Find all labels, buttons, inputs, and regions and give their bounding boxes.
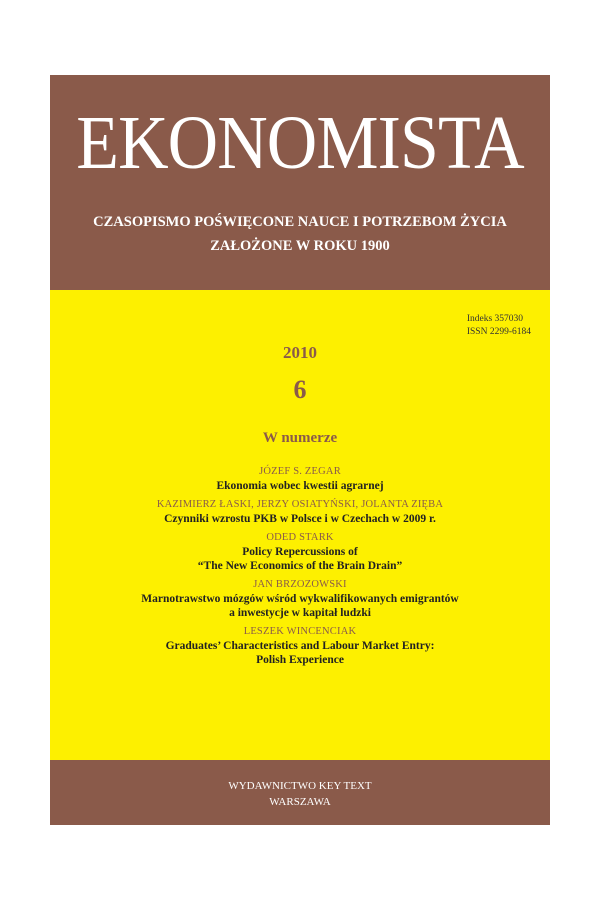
article-title: Ekonomia wobec kwestii agrarnej <box>216 480 384 492</box>
article-entry <box>50 531 550 573</box>
article-entry <box>50 578 550 620</box>
publisher-city: WARSZAWA <box>269 796 331 808</box>
issue-year: 2010 <box>283 343 317 362</box>
article-author: KAZIMIERZ ŁASKI, JERZY OSIATYŃSKI, JOLANTA ZIĘBA <box>156 499 444 510</box>
journal-cover <box>50 75 550 825</box>
article-title: Polish Experience <box>256 654 344 666</box>
article-entry <box>50 498 550 526</box>
issue-number: 6 <box>293 375 307 404</box>
article-title: a inwestycje w kapitał ludzki <box>229 607 371 619</box>
journal-title: EKONOMISTA <box>76 101 524 185</box>
subtitle-line-1: CZASOPISMO POŚWIĘCONE NAUCE I POTRZEBOM ŻYCIA <box>93 214 507 230</box>
journal-subtitle <box>50 210 550 258</box>
cover-footer-band <box>50 760 550 825</box>
article-title: Marnotrawstwo mózgów wśród wykwalifikowanych emigrantów <box>141 593 459 605</box>
subtitle-line-2: ZAŁOŻONE W ROKU 1900 <box>210 238 390 254</box>
issn-number: ISSN 2299-6184 <box>466 327 531 337</box>
contents-heading: W numerze <box>262 430 338 446</box>
article-title: “The New Economics of the Brain Drain” <box>197 560 403 572</box>
article-title: Graduates’ Characteristics and Labour Market Entry: <box>165 640 435 652</box>
article-author: LESZEK WINCENCIAK <box>243 626 357 637</box>
publisher-name: WYDAWNICTWO KEY TEXT <box>228 780 372 792</box>
article-author: ODED STARK <box>266 532 334 543</box>
cover-header-band <box>50 75 550 290</box>
article-title: Policy Repercussions of <box>242 546 358 558</box>
article-entry <box>50 465 550 493</box>
article-author: JAN BRZOZOWSKI <box>253 579 347 590</box>
publisher-info <box>50 778 550 810</box>
article-list <box>50 465 550 672</box>
article-title: Czynniki wzrostu PKB w Polsce i w Czechach w 2009 r. <box>164 513 436 525</box>
article-author: JÓZEF S. ZEGAR <box>259 466 341 477</box>
indeks-number: Indeks 357030 <box>466 314 524 324</box>
article-entry <box>50 625 550 667</box>
catalog-info <box>467 313 531 339</box>
